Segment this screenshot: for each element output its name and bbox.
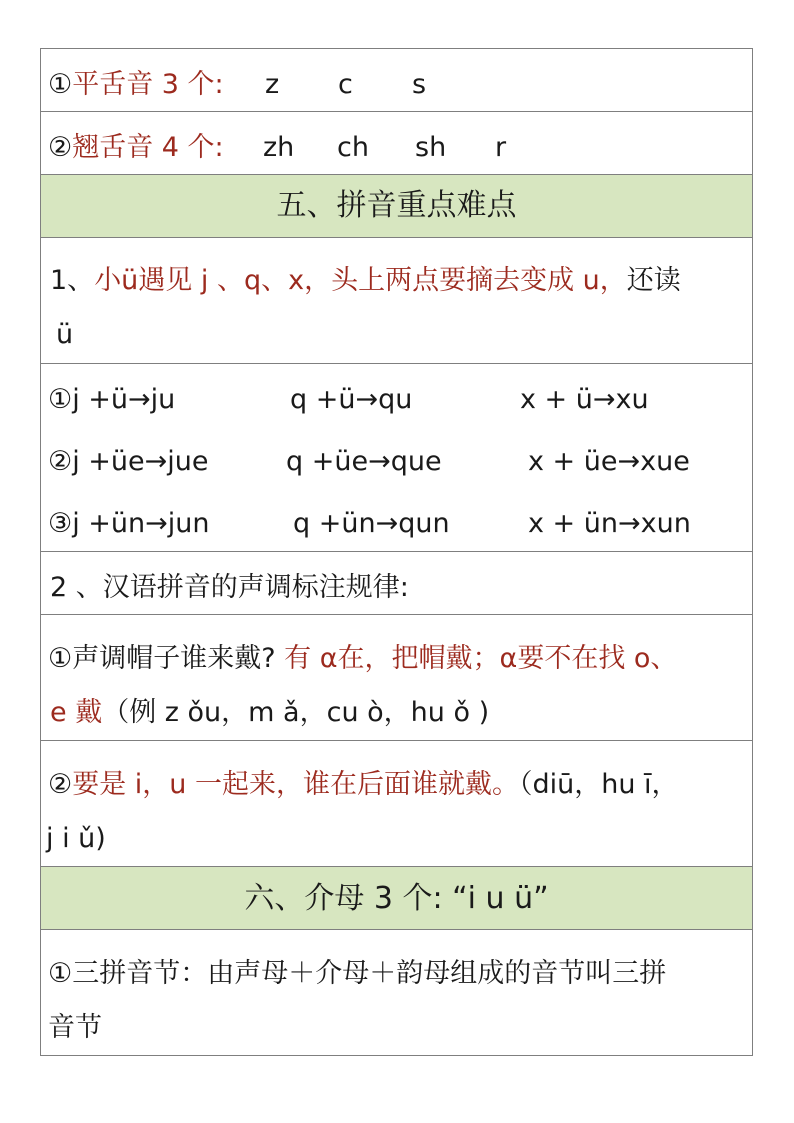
letter-zh: zh xyxy=(263,132,295,163)
row-tone-rule-title xyxy=(41,552,752,615)
row-tone-rule-1 xyxy=(41,615,752,741)
iu-rule: 要是 i，u 一起来，谁在后面谁就戴。 xyxy=(72,769,519,800)
example-3b: q +ün→qun xyxy=(293,508,450,539)
iu-examples: （diū，hu ī， xyxy=(519,769,679,800)
letter-s: s xyxy=(412,69,427,100)
example-2b: q +üe→que xyxy=(286,446,442,477)
tone-rule-title: 2 、汉语拼音的声调标注规律: xyxy=(50,572,409,603)
tone-answer: 有 α在，把帽戴；α要不在找 o、 xyxy=(275,643,678,674)
row-number: ② xyxy=(48,132,73,163)
rule-number: ② xyxy=(48,769,73,800)
retroflex-label: 翘舌音 4 个: xyxy=(72,132,224,163)
section-header-six xyxy=(41,867,752,930)
example-1c: x + ü→xu xyxy=(520,384,649,415)
section-title: 六、介母 3 个: “i u ü” xyxy=(244,881,549,916)
letter-ch: ch xyxy=(337,132,369,163)
example-2a: ②j +üe→jue xyxy=(48,446,209,477)
tone-rule-1-line-2 xyxy=(50,699,489,726)
example-2c: x + üe→xue xyxy=(528,446,690,477)
tone-answer-cont: e 戴 xyxy=(50,697,103,728)
tone-examples: （例 z ǒu，m ǎ，cu ò，hu ǒ ) xyxy=(102,697,490,728)
row-u-rule xyxy=(41,238,752,364)
flat-tongue-line xyxy=(48,71,224,98)
tone-rule-2-line-1 xyxy=(48,771,679,798)
tone-rule-2-line-2: j i ǔ) xyxy=(46,823,106,854)
letter-sh: sh xyxy=(415,132,447,163)
example-3a: ③j +ün→jun xyxy=(48,508,210,539)
row-number: ① xyxy=(48,69,73,100)
letter-r: r xyxy=(495,132,507,163)
section-title: 五、拼音重点难点 xyxy=(276,188,517,223)
syllable-line-1: ①三拼音节：由声母＋介母＋韵母组成的音节叫三拼 xyxy=(48,958,667,989)
row-spelling-examples xyxy=(41,364,752,552)
section-header-five xyxy=(41,175,752,238)
u-rule-line-2: ü xyxy=(56,319,74,350)
letter-z: z xyxy=(265,69,280,100)
u-rule-tail: 还读 xyxy=(626,265,681,296)
example-1a: ①j +ü→ju xyxy=(48,384,176,415)
rule-number: ① xyxy=(48,643,73,674)
pinyin-table xyxy=(40,48,753,1056)
row-tone-rule-2 xyxy=(41,741,752,867)
flat-tongue-label: 平舌音 3 个: xyxy=(72,69,224,100)
letter-c: c xyxy=(338,69,353,100)
tone-rule-1-line-1 xyxy=(48,645,677,672)
u-rule-line-1 xyxy=(50,267,681,294)
retroflex-line xyxy=(48,134,224,161)
example-3c: x + ün→xun xyxy=(528,508,691,539)
row-retroflex xyxy=(41,112,752,175)
row-flat-tongue xyxy=(41,49,752,112)
u-rule-text: 小ü遇见 j 、q、x，头上两点要摘去变成 u， xyxy=(94,265,627,296)
tone-question: 声调帽子谁来戴? xyxy=(72,643,276,674)
rule-number: 1、 xyxy=(50,265,95,296)
row-three-part-syllable xyxy=(41,930,752,1056)
syllable-line-2: 音节 xyxy=(48,1012,102,1043)
example-1b: q +ü→qu xyxy=(290,384,413,415)
